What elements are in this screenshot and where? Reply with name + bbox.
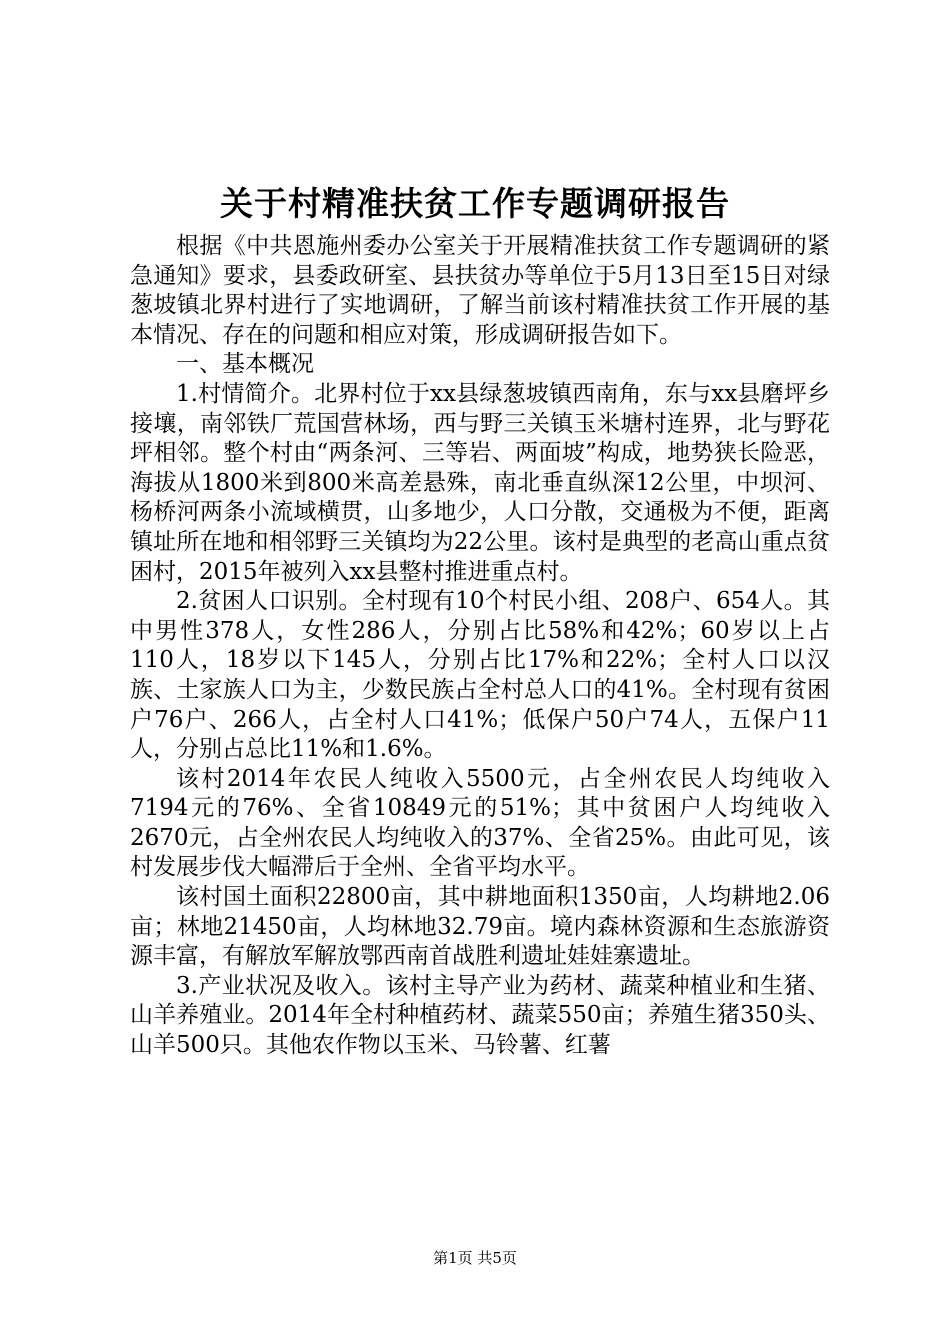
paragraph-industry: 3.产业状况及收入。该村主导产业为药材、蔬菜种植业和生猪、山羊养殖业。2014年全村种植药材、蔬菜550亩；养殖生猪350头、山羊500只。其他农作物以玉米、马铃薯、红薯 [130,972,830,1059]
paragraph-income: 该村2014年农民人纯收入5500元，占全州农民人均纯收入7194元的76%、全省10849元的51%；其中贫困户人均纯收入2670元，占全州农民人均纯收入的37%、全省25%。由此可见，该村发展步伐大幅滞后于全州、全省平均水平。 [130,765,830,881]
document-body [130,232,830,1061]
paragraph-land: 该村国土面积22800亩，其中耕地面积1350亩，人均耕地2.06亩；林地21450亩，人均林地32.79亩。境内森林资源和生态旅游资源丰富，有解放军解放鄂西南首战胜利遗址娃娃寨遗址。 [130,884,830,970]
paragraph-poverty-identification: 2.贫困人口识别。全村现有10个村民小组、208户、654人。其中男性378人，女性286人，分别占比58%和42%；60岁以上占110人，18岁以下145人，分别占比17%和22%；全村人口以汉族、土家族人口为主，少数民族占全村总人口的41%。全村现有贫困户76户、266人，占全村人口41%；低保户50户74人，五保户11人，分别占总比11%和1.6%。 [130,588,830,763]
page-number-footer: 第1页 共5页 [433,1249,517,1267]
paragraph-village-profile: 1.村情简介。北界村位于xx县绿葱坡镇西南角，东与xx县磨坪乡接壤，南邻铁厂荒国营林场，西与野三关镇玉米塘村连界，北与野花坪相邻。整个村由“两条河、三等岩、两面坡”构成，地势狭长险恶，海拔从1800米到800米高差悬殊，南北垂直纵深12公里，中坝河、杨桥河两条小流域横贯，山多地少，人口分散，交通极为不便，距离镇址所在地和相邻野三关镇均为22公里。该村是典型的老高山重点贫困村，2015年被列入xx县整村推进重点村。 [130,380,830,585]
section-heading-overview: 一、基本概况 [176,351,314,378]
paragraph-intro: 根据《中共恩施州委办公室关于开展精准扶贫工作专题调研的紧急通知》要求，县委政研室、县扶贫办等单位于5月13日至15日对绿葱坡镇北界村进行了实地调研，了解当前该村精准扶贫工作开展的基本情况、存在的问题和相应对策，形成调研报告如下。 [130,233,830,348]
document-title: 关于村精准扶贫工作专题调研报告 [220,184,730,223]
